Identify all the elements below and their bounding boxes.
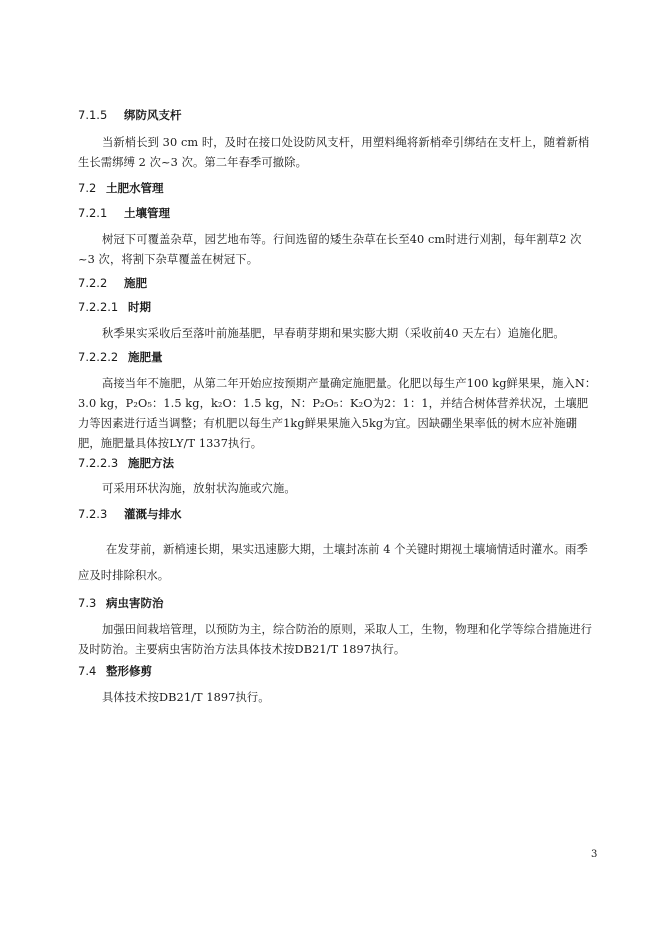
section-number: 7.2.1 [78, 206, 108, 220]
heading-7-1-5 [78, 108, 182, 122]
heading-7-2-1 [78, 206, 170, 220]
paragraph-irrigation-drainage: 在发芽前，新梢速长期，果实迅速膨大期，土壤封冻前 4 个关键时期视土壤墒情适时灌水。雨季应及时排除积水。 [78, 543, 588, 582]
heading-7-2 [78, 181, 164, 195]
section-title: 整形修剪 [106, 664, 152, 678]
paragraph-fertilizer-amount: 高接当年不施肥，从第二年开始应按预期产量确定施肥量。化肥以每生产100 kg鲜果果，施入N：3.0 kg，P₂O₅：1.5 kg，k₂O：1.5 kg，N：P₂O₅：K₂O为2：1：1，并结合树体营养状况，土壤肥力等因素进行适当调整；有机肥以每生产1kg鲜果果施入5kg为宜。因缺硼坐果率低的树木应补施硼肥，施肥量具体按LY/T 1337执行。 [78, 377, 597, 450]
heading-7-2-3 [78, 507, 182, 521]
paragraph-pruning: 具体技术按DB21/T 1897执行。 [102, 691, 270, 704]
section-title: 土壤管理 [124, 206, 170, 220]
paragraph-fertilizing-method: 可采用环状沟施，放射状沟施或穴施。 [102, 482, 296, 495]
section-title: 施肥方法 [128, 456, 174, 470]
paragraph-soil-management: 树冠下可覆盖杂草，园艺地布等。行间选留的矮生杂草在长至40 cm时进行刈割，每年割草2 次~3 次，将割下杂草覆盖在树冠下。 [78, 233, 582, 266]
heading-7-4 [78, 664, 152, 678]
heading-7-2-2-3 [78, 456, 174, 470]
section-title: 灌溉与排水 [124, 507, 182, 521]
heading-7-2-2-1 [78, 300, 151, 314]
section-number: 7.2.3 [78, 507, 108, 521]
heading-7-2-2-2 [78, 350, 163, 364]
section-number: 7.2.2.1 [78, 300, 119, 314]
section-number: 7.2 [78, 181, 97, 195]
heading-7-2-2 [78, 276, 147, 290]
page-number: 3 [591, 849, 598, 860]
paragraph-pest-control: 加强田间栽培管理，以预防为主，综合防治的原则，采取人工，生物，物理和化学等综合措施进行及时防治。主要病虫害防治方法具体技术按DB21/T 1897执行。 [78, 623, 593, 656]
section-number: 7.3 [78, 596, 97, 610]
paragraph-fertilizing-period: 秋季果实采收后至落叶前施基肥，早春萌芽期和果实膨大期（采收前40 天左右）追施化肥。 [102, 327, 565, 340]
section-number: 7.2.2.2 [78, 350, 119, 364]
section-title: 绑防风支杆 [124, 108, 182, 122]
section-title: 土肥水管理 [106, 181, 164, 195]
section-title: 时期 [128, 300, 151, 314]
section-number: 7.1.5 [78, 108, 108, 122]
section-number: 7.2.2.3 [78, 456, 119, 470]
section-title: 施肥量 [128, 350, 163, 364]
paragraph-wind-support: 当新梢长到 30 cm 时，及时在接口处设防风支杆，用塑料绳将新梢牵引绑结在支杆上，随着新梢生长需绑缚 2 次~3 次。第二年春季可撤除。 [78, 136, 590, 169]
section-title: 病虫害防治 [106, 596, 164, 610]
section-number: 7.4 [78, 664, 97, 678]
section-number: 7.2.2 [78, 276, 108, 290]
heading-7-3 [78, 596, 164, 610]
section-title: 施肥 [124, 276, 147, 290]
